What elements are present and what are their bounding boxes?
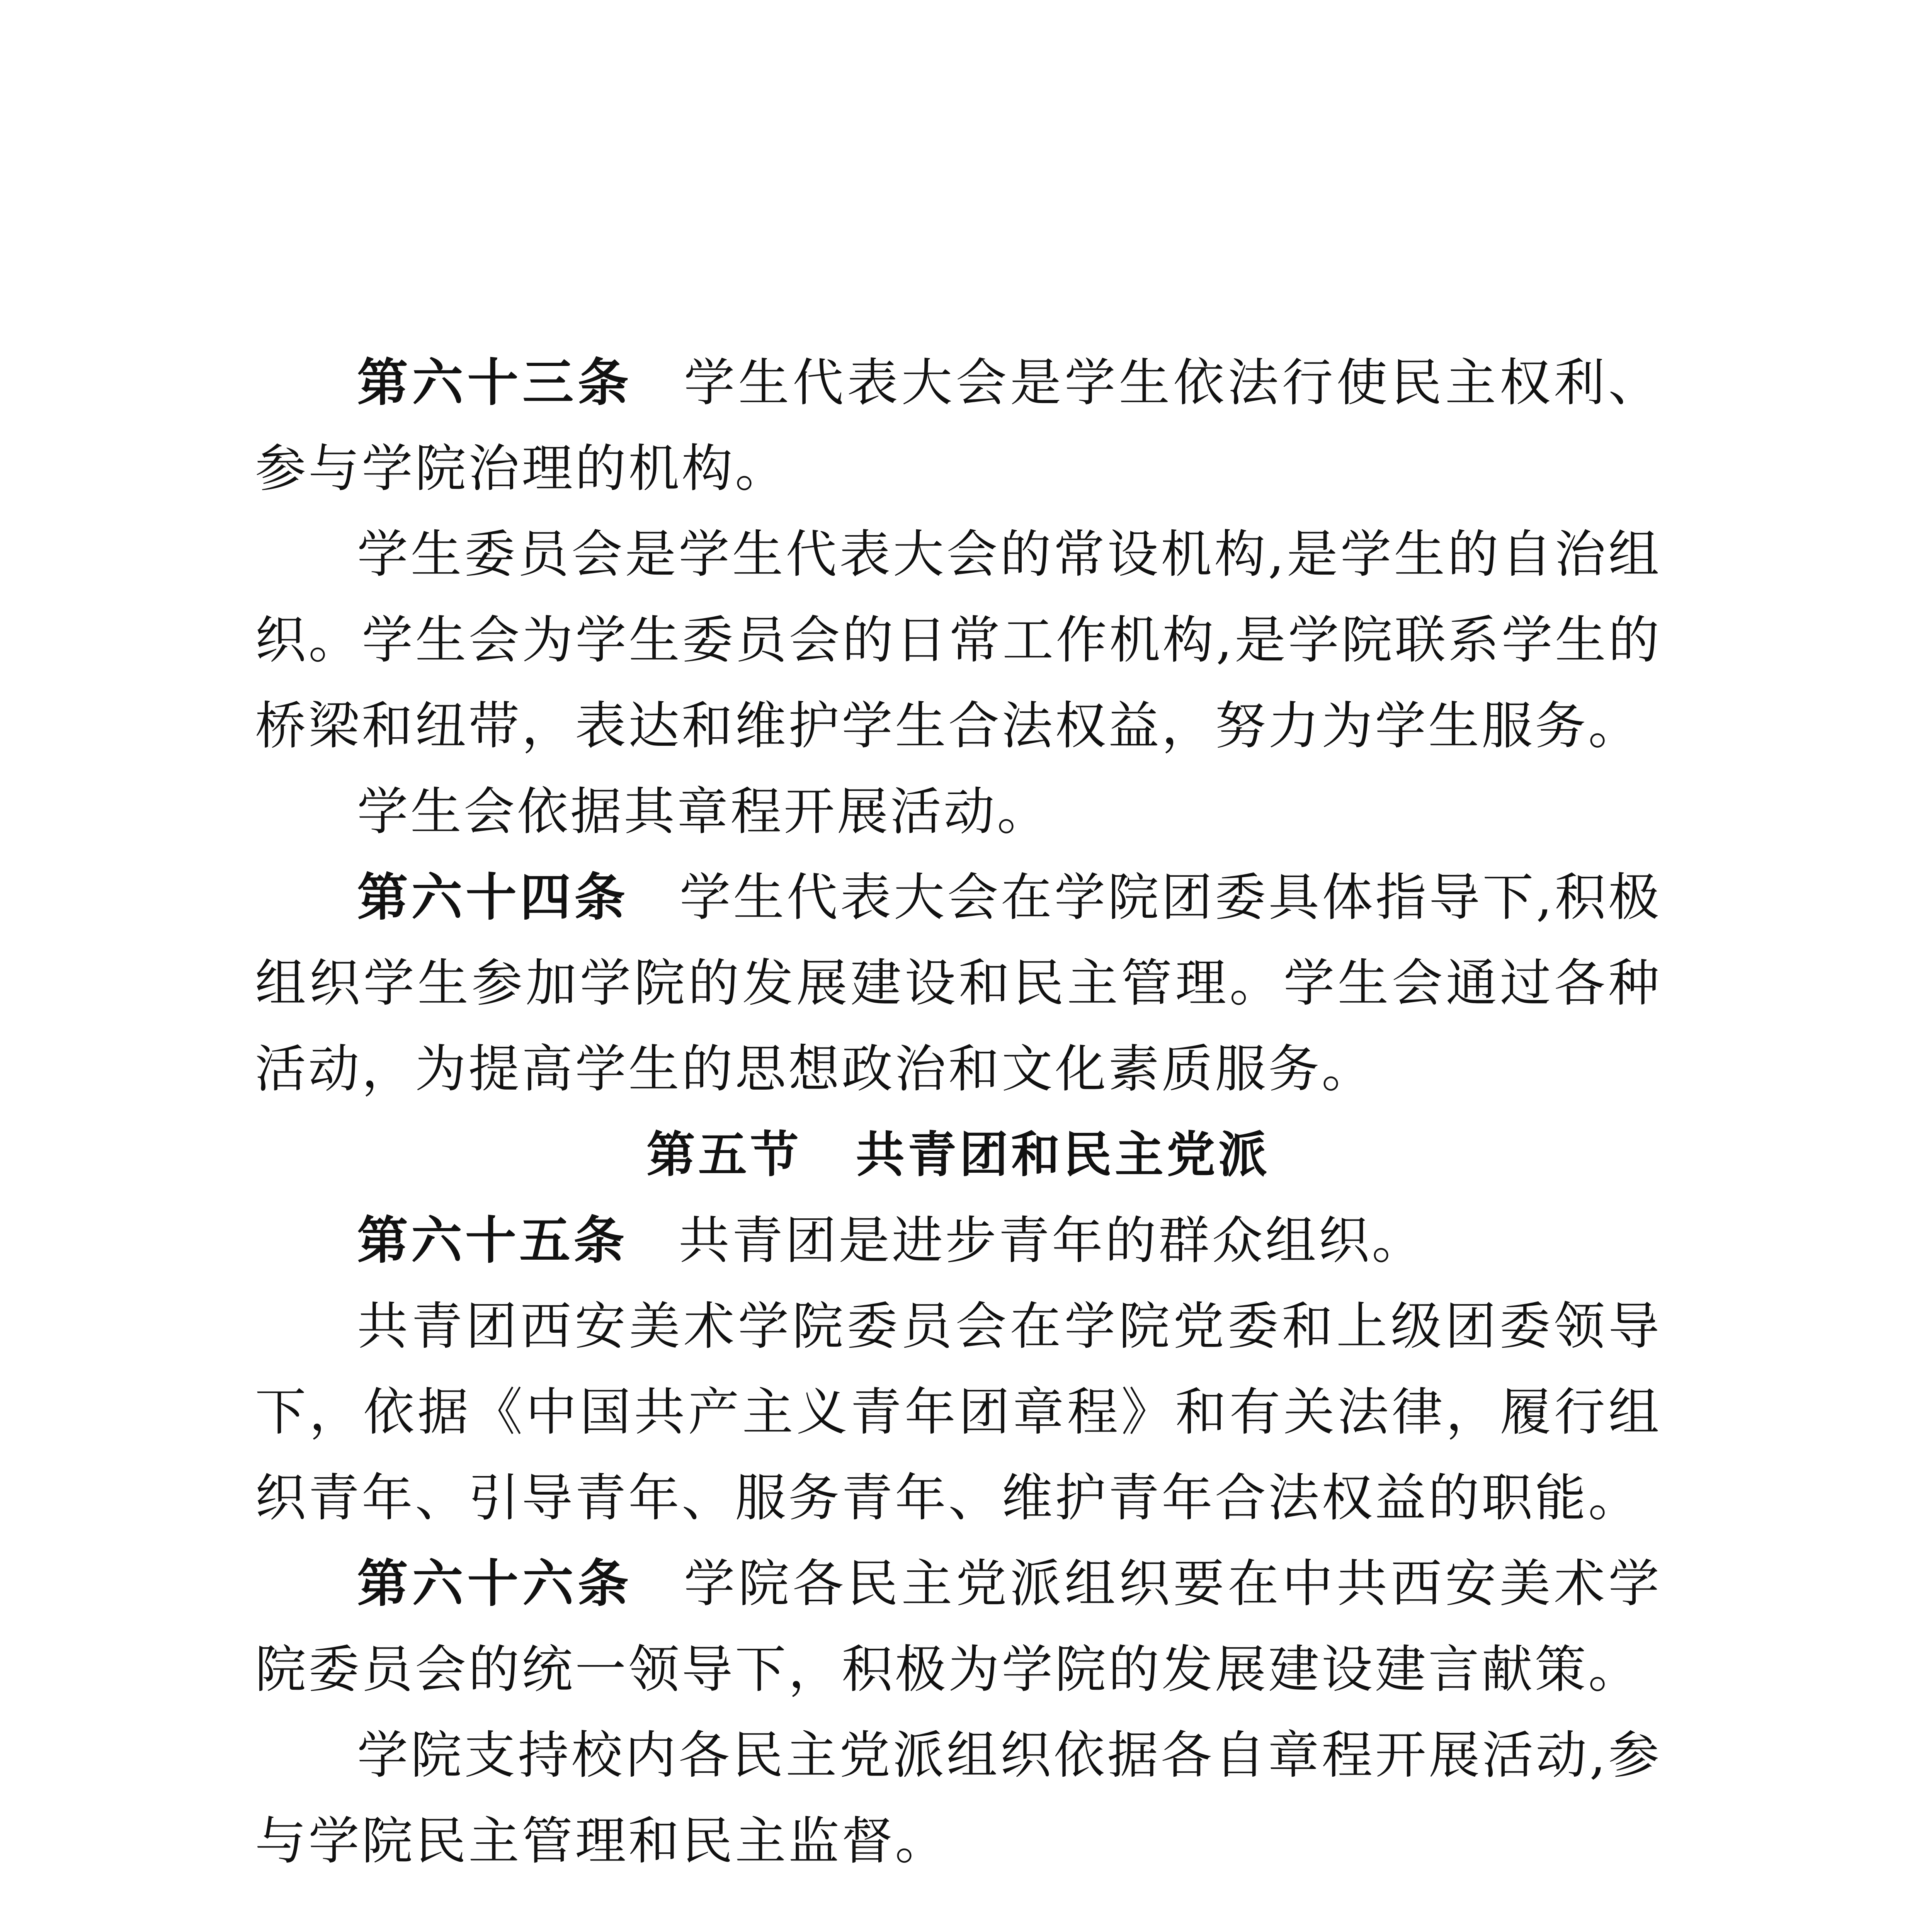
article-number: 第六十四条 [357, 868, 629, 927]
section-heading [255, 1112, 1662, 1198]
article-number: 第六十五条 [357, 1211, 628, 1270]
paragraph: 学院支持校内各民主党派组织依据各自章程开展活动,参与学院民主管理和民主监督。 [255, 1726, 1662, 1871]
article-63 [255, 340, 1662, 512]
article-66 [255, 1541, 1662, 1713]
article-65 [255, 1198, 1662, 1284]
paragraph: 共青团西安美术学院委员会在学院党委和上级团委领导下，依据《中国共产主义青年团章程》和有关法律，履行组织青年、引导青年、服务青年、维护青年合法权益的职能。 [255, 1297, 1662, 1528]
article-text: 共青团是进步青年的群众组织。 [679, 1211, 1425, 1270]
section-label: 第五节 [646, 1126, 802, 1183]
article-number: 第六十六条 [357, 1554, 633, 1614]
article-text: 学生代表大会是学生依法行使民主权利、参与学院治理的机构。 [255, 353, 1662, 498]
article-number: 第六十三条 [357, 353, 633, 413]
paragraph: 学生委员会是学生代表大会的常设机构,是学生的自治组织。学生会为学生委员会的日常工作机构,是学院联系学生的桥梁和纽带，表达和维护学生合法权益，努力为学生服务。 [255, 525, 1662, 756]
article-text: 学院各民主党派组织要在中共西安美术学院委员会的统一领导下，积极为学院的发展建设建言献策。 [255, 1554, 1662, 1699]
page-content [255, 340, 1662, 1932]
section-title: 共青团和民主党派 [856, 1126, 1270, 1183]
article-text: 学生代表大会在学院团委具体指导下,积极组织学生参加学院的发展建设和民主管理。学生会通过各种活动，为提高学生的思想政治和文化素质服务。 [255, 868, 1662, 1099]
article-64 [255, 855, 1662, 1112]
paragraph: 学生会依据其章程开展活动。 [357, 782, 1050, 842]
